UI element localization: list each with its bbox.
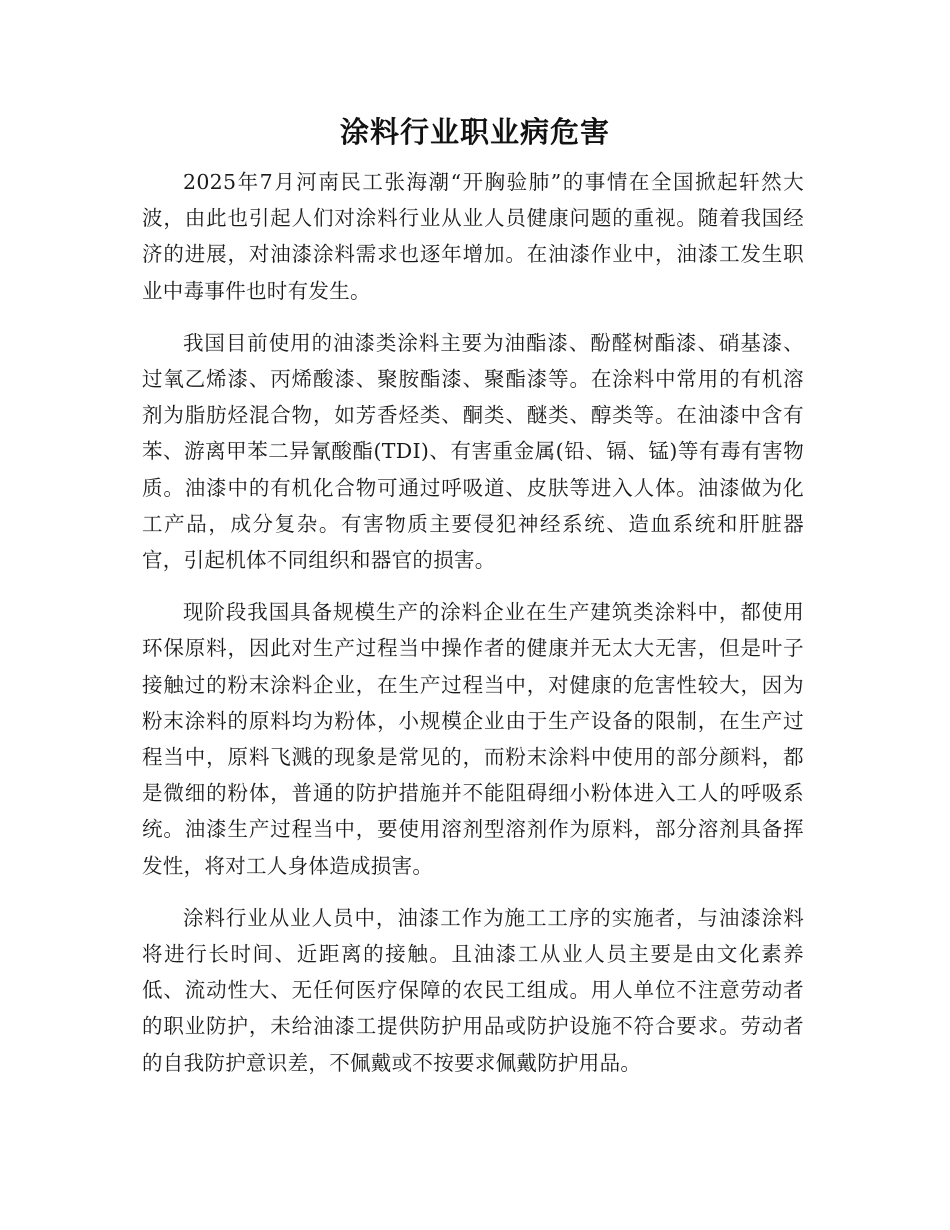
paragraph-1: 2025年7月河南民工张海潮“开胸验肺”的事情在全国掀起轩然大波，由此也引起人们对涂料行业从业人员健康问题的重视。随着我国经济的进展，对油漆涂料需求也逐年增加。在油漆作业中，油漆工发生职业中毒事件也时有发生。 — [142, 170, 804, 303]
paragraph-2: 我国目前使用的油漆类涂料主要为油酯漆、酚醛树酯漆、硝基漆、过氧乙烯漆、丙烯酸漆、聚胺酯漆、聚酯漆等。在涂料中常用的有机溶剂为脂肪烃混合物，如芳香烃类、酮类、醚类、醇类等。在油漆中含有苯、游离甲苯二异氰酸酯(TDI)、有害重金属(铅、镉、锰)等有毒有害物质。油漆中的有机化合物可通过呼吸道、皮肤等进入人体。油漆做为化工产品，成分复杂。有害物质主要侵犯神经系统、造血系统和肝脏器官，引起机体不同组织和器官的损害。 — [142, 330, 804, 573]
paragraph-4: 涂料行业从业人员中，油漆工作为施工工序的实施者，与油漆涂料将进行长时间、近距离的接触。且油漆工从业人员主要是由文化素养低、流动性大、无任何医疗保障的农民工组成。用人单位不注意劳动者的职业防护，未给油漆工提供防护用品或防护设施不符合要求。劳动者的自我防护意识差，不佩戴或不按要求佩戴防护用品。 — [142, 905, 804, 1075]
paragraph-3: 现阶段我国具备规模生产的涂料企业在生产建筑类涂料中，都使用环保原料，因此对生产过程当中操作者的健康并无太大无害，但是叶子接触过的粉末涂料企业，在生产过程当中，对健康的危害性较大，因为粉末涂料的原料均为粉体，小规模企业由于生产设备的限制，在生产过程当中，原料飞溅的现象是常见的，而粉末涂料中使用的部分颜料，都是微细的粉体，普通的防护措施并不能阻碍细小粉体进入工人的呼吸系统。油漆生产过程当中，要使用溶剂型溶剂作为原料，部分溶剂具备挥发性，将对工人身体造成损害。 — [142, 600, 804, 878]
document-title: 涂料行业职业病危害 — [339, 115, 610, 149]
document-body — [142, 164, 804, 1097]
